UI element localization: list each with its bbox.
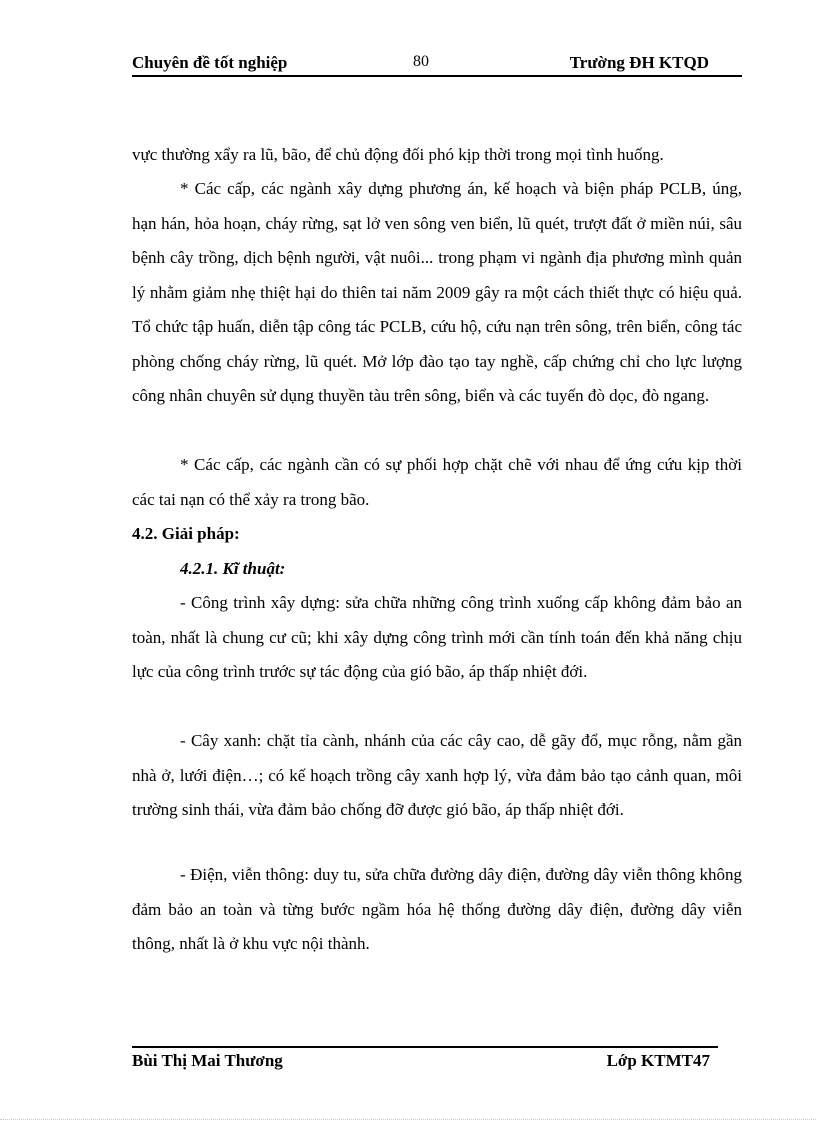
footer-divider — [132, 1046, 718, 1048]
paragraph-electricity-telecom: - Điện, viễn thông: duy tu, sửa chữa đường dây điện, đường dây viễn thông không đảm bảo an toàn và từng bước ngầm hóa hệ thống đường dây điện, đường dây viễn thông, nhất là ở khu vực nội thành. — [132, 865, 742, 953]
footer-class: Lớp KTMT47 — [606, 1051, 710, 1070]
header-divider — [132, 75, 742, 77]
page-header — [132, 53, 742, 75]
paragraph-coordination: * Các cấp, các ngành cần có sự phối hợp chặt chẽ với nhau để ứng cứu kịp thời các tai nạn có thể xảy ra trong bão. — [132, 455, 742, 509]
subsection-heading-4-2-1: 4.2.1. Kĩ thuật: — [180, 559, 286, 578]
paragraph-pclb-plans: * Các cấp, các ngành xây dựng phương án, kế hoạch và biện pháp PCLB, úng, hạn hán, hỏa hoạn, cháy rừng, sạt lở ven sông ven biển, lũ quét, trượt đất ở miền núi, sâu bệnh cây trồng, dịch bệnh người, vật nuôi... trong phạm vi ngành địa phương mình quản lý nhằm giảm nhẹ thiệt hại do thiên tai năm 2009 gây ra một cách thiết thực có hiệu quả. Tổ chức tập huấn, diễn tập công tác PCLB, cứu hộ, cứu nạn trên sông, trên biển, công tác phòng chống cháy rừng, lũ quét. Mở lớp đào tạo tay nghề, cấp chứng chỉ cho lực lượng công nhân chuyên sử dụng thuyền tàu trên sông, biển và các tuyến đò dọc, đò ngang. — [132, 179, 742, 405]
section-heading-4-2: 4.2. Giải pháp: — [132, 524, 240, 543]
paragraph-continuation: vực thường xẩy ra lũ, bão, để chủ động đối phó kịp thời trong mọi tình huống. — [132, 145, 664, 164]
header-document-title: Chuyên đề tốt nghiệp — [132, 53, 288, 72]
paragraph-construction: - Công trình xây dựng: sửa chữa những công trình xuống cấp không đảm bảo an toàn, nhất là chung cư cũ; khi xây dựng công trình mới cần tính toán đến khả năng chịu lực của công trình trước sự tác động của gió bão, áp thấp nhiệt đới. — [132, 593, 742, 681]
paragraph-trees: - Cây xanh: chặt tỉa cành, nhánh của các cây cao, dễ gãy đổ, mục rỗng, nằm gần nhà ở, lưới điện…; có kế hoạch trồng cây xanh hợp lý, vừa đảm bảo tạo cảnh quan, môi trường sinh thái, vừa đảm bảo chống đỡ được gió bão, áp thấp nhiệt đới. — [132, 731, 742, 819]
page-footer — [132, 1051, 718, 1073]
header-university: Trường ĐH KTQD — [569, 53, 709, 72]
header-page-number: 80 — [413, 53, 429, 70]
page-bottom-edge — [0, 1119, 816, 1120]
footer-author: Bùi Thị Mai Thương — [132, 1051, 283, 1070]
